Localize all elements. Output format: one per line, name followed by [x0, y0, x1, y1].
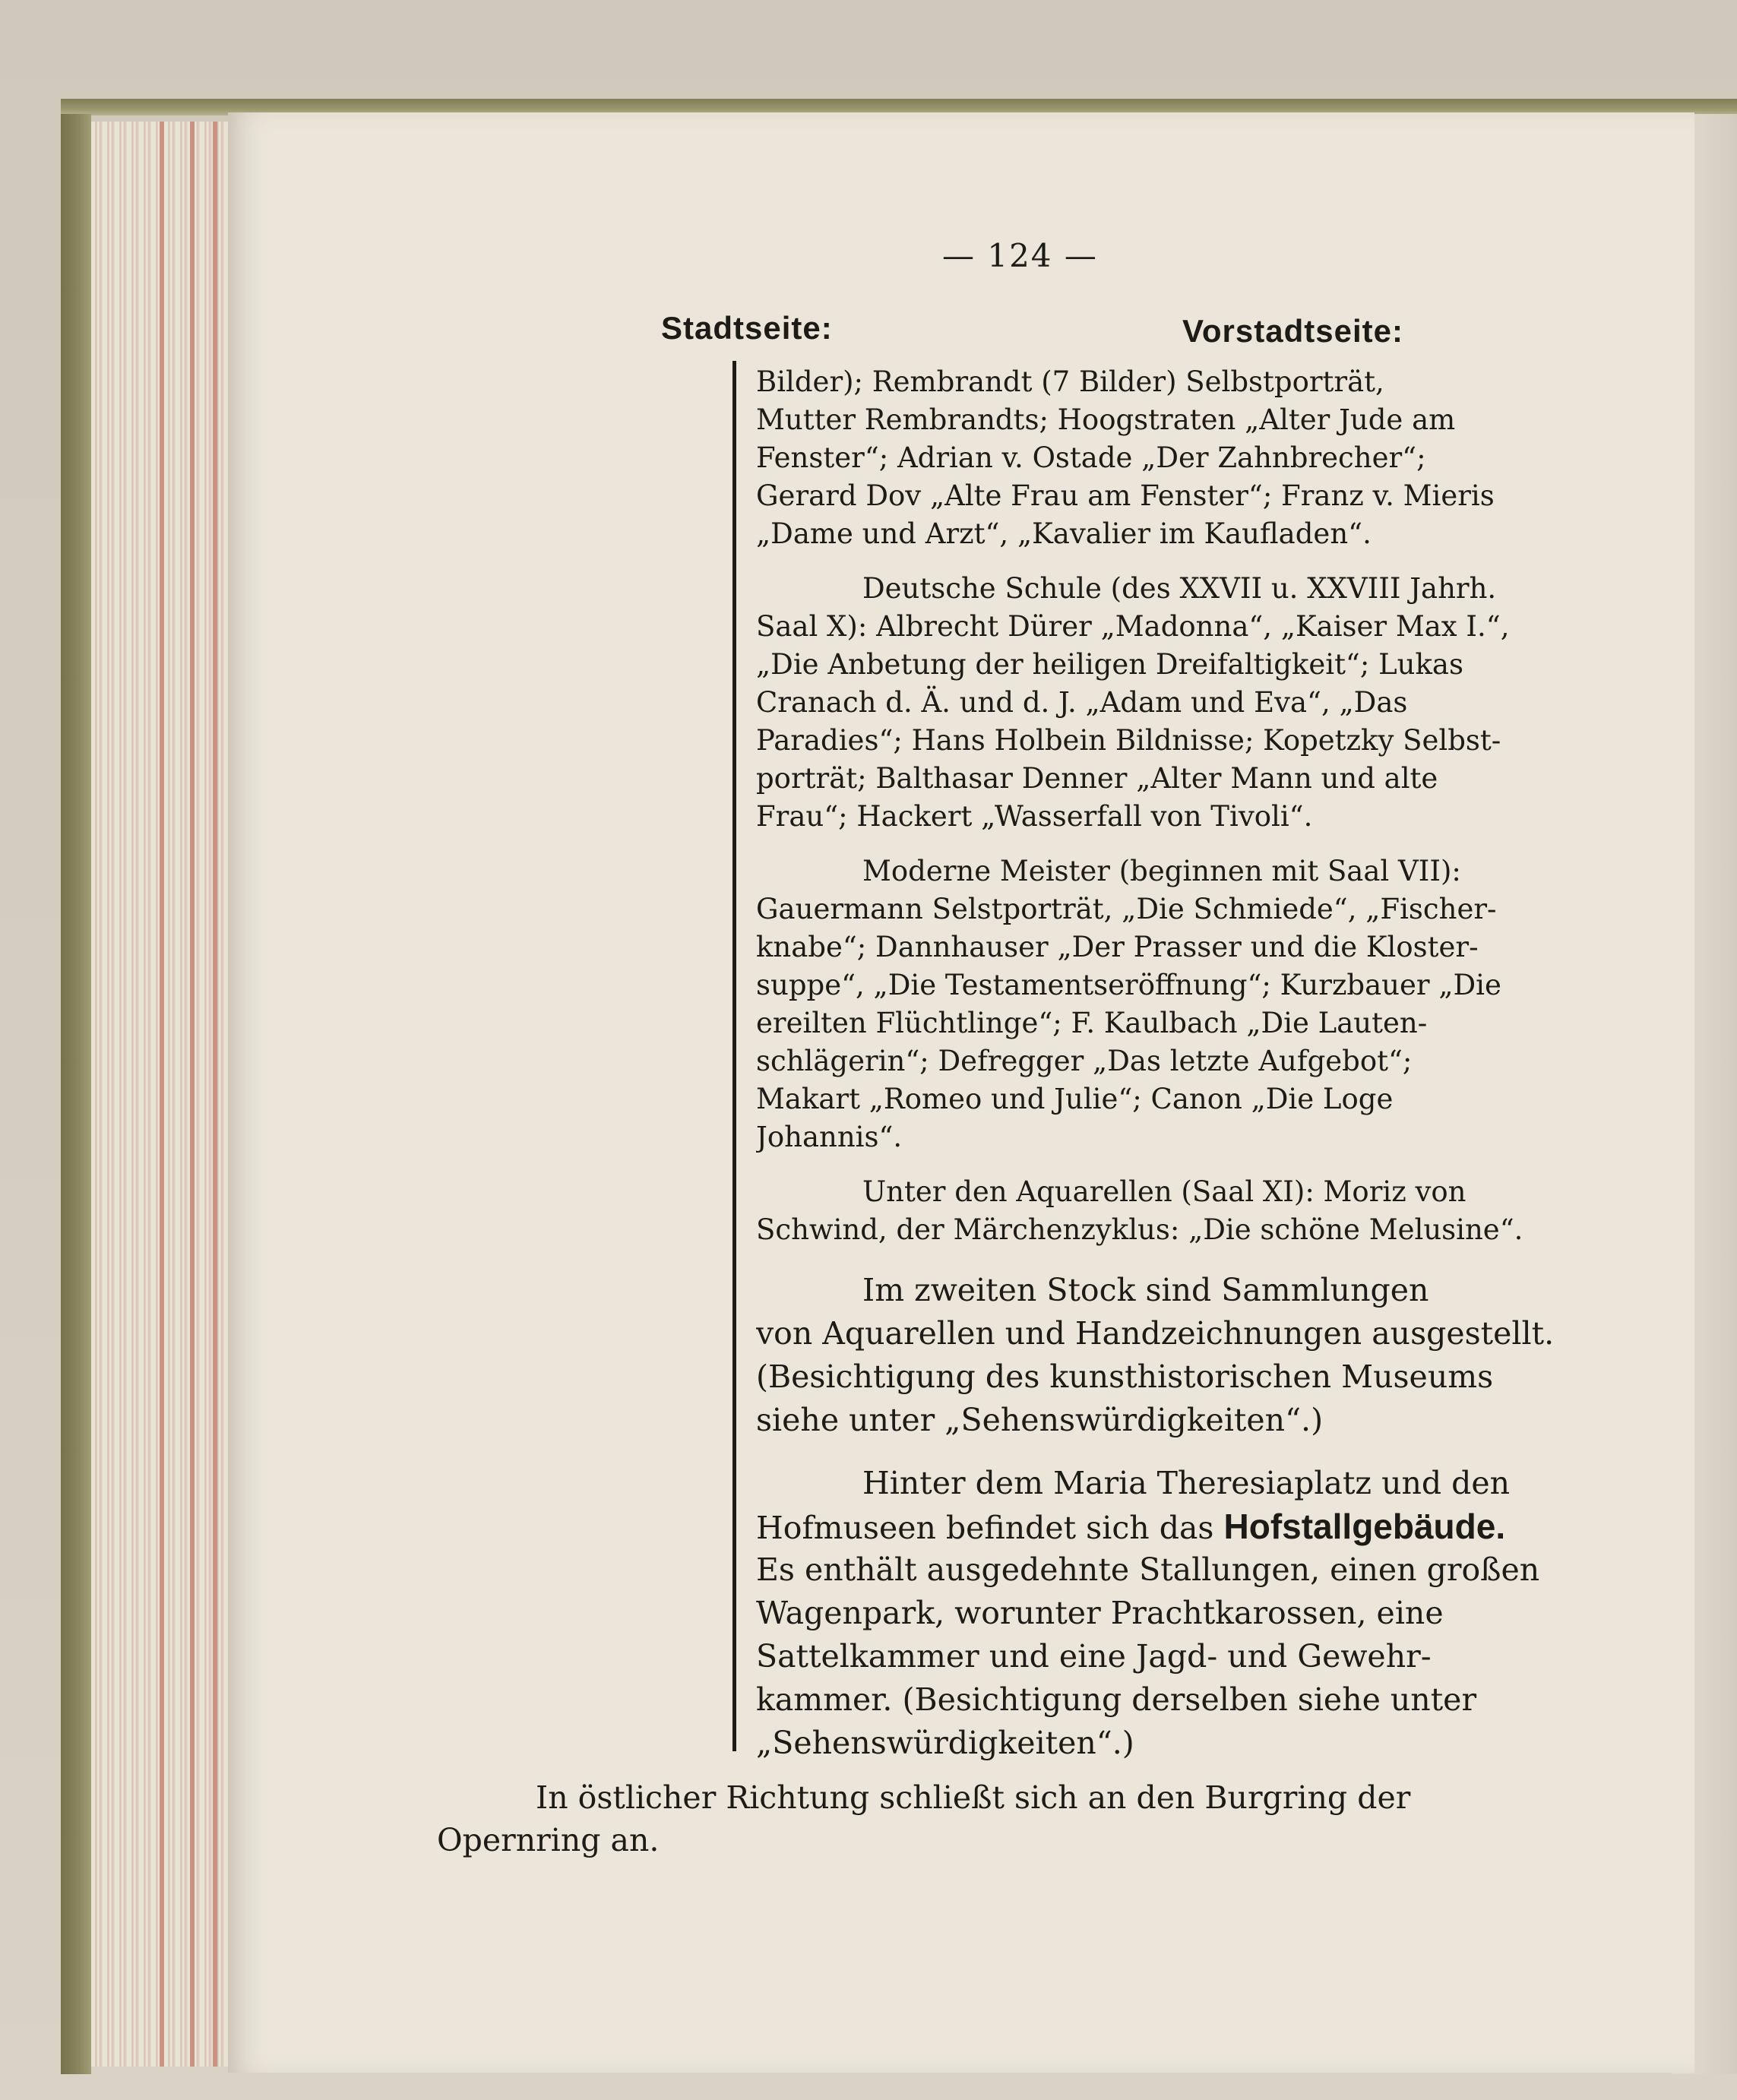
- bottom-paragraph: [437, 1776, 1607, 1861]
- text-line: Es enthält ausgedehnte Stallungen, einen großen: [756, 1551, 1540, 1588]
- paragraph-aquarelle: [756, 1173, 1611, 1249]
- header-stadtseite: Stadtseite:: [661, 310, 833, 346]
- text-line: Gauermann Selstporträt, „Die Schmiede“, „Fischer-: [756, 893, 1497, 925]
- text-line: Johannis“.: [756, 1121, 903, 1153]
- text-line: Paradies“; Hans Holbein Bildnisse; Kopetzky Selbst-: [756, 724, 1501, 757]
- text-line: Opernring an.: [437, 1822, 660, 1858]
- book-cover-spine: [61, 114, 91, 2074]
- text-span: Hofmuseen befindet sich das: [756, 1510, 1224, 1546]
- text-line: „Sehenswürdigkeiten“.): [756, 1725, 1134, 1761]
- text-line: Makart „Romeo und Julie“; Canon „Die Loge: [756, 1083, 1394, 1115]
- paragraph-moderne-meister: [756, 852, 1611, 1156]
- text-line: von Aquarellen und Handzeichnungen ausgestellt.: [756, 1315, 1555, 1352]
- text-line: schlägerin“; Defregger „Das letzte Aufgebot“;: [756, 1045, 1413, 1077]
- text-line: „Die Anbetung der heiligen Dreifaltigkeit“; Lukas: [756, 648, 1463, 681]
- page-number: — 124 —: [942, 237, 1098, 274]
- text-line: (Besichtigung des kunsthistorischen Museums: [756, 1358, 1494, 1395]
- text-line: Saal X): Albrecht Dürer „Madonna“, „Kaiser Max I.“,: [756, 610, 1510, 643]
- text-line: Im zweiten Stock sind Sammlungen: [862, 1272, 1429, 1308]
- right-column: [756, 363, 1611, 1765]
- text-line: Mutter Rembrandts; Hoogstraten „Alter Jude am: [756, 403, 1456, 436]
- text-line: suppe“, „Die Testamentseröffnung“; Kurzbauer „Die: [756, 969, 1501, 1001]
- text-line: In östlicher Richtung schließt sich an den Burgring der: [536, 1779, 1411, 1816]
- header-vorstadtseite: Vorstadtseite:: [1182, 313, 1403, 349]
- text-line: siehe unter „Sehenswürdigkeiten“.): [756, 1402, 1324, 1438]
- text-line: Frau“; Hackert „Wasserfall von Tivoli“.: [756, 800, 1313, 833]
- text-line: „Dame und Arzt“, „Kavalier im Kaufladen“.: [756, 517, 1372, 550]
- text-line: Bilder); Rembrandt (7 Bilder) Selbstporträt,: [756, 365, 1384, 398]
- text-line: Cranach d. Ä. und d. J. „Adam und Eva“, „Das: [756, 686, 1408, 719]
- text-line: Hinter dem Maria Theresiaplatz und den: [862, 1465, 1511, 1501]
- hofstallgebaeude-heading: Hofstallgebäude.: [1223, 1507, 1506, 1546]
- text-line: porträt; Balthasar Denner „Alter Mann und alte: [756, 762, 1438, 795]
- text-line: Wagenpark, worunter Prachtkarossen, eine: [756, 1595, 1444, 1631]
- text-line: Fenster“; Adrian v. Ostade „Der Zahnbrecher“;: [756, 441, 1426, 474]
- text-line: kammer. (Besichtigung derselben siehe unter: [756, 1681, 1477, 1718]
- paragraph-rembrandt: [756, 363, 1611, 553]
- text-line: Moderne Meister (beginnen mit Saal VII):: [862, 855, 1461, 887]
- text-line: Schwind, der Märchenzyklus: „Die schöne Melusine“.: [756, 1213, 1523, 1246]
- text-line: [756, 1505, 1611, 1548]
- text-line: ereilten Flüchtlinge“; F. Kaulbach „Die Lauten-: [756, 1007, 1428, 1039]
- text-line: Sattelkammer und eine Jagd- und Gewehr-: [756, 1638, 1432, 1675]
- text-line: knabe“; Dannhauser „Der Prasser und die Kloster-: [756, 931, 1479, 963]
- text-line: Gerard Dov „Alte Frau am Fenster“; Franz v. Mieris: [756, 479, 1495, 512]
- text-line: Deutsche Schule (des XXVII u. XXVIII Jahrh.: [862, 572, 1497, 605]
- text-line: Unter den Aquarellen (Saal XI): Moriz von: [862, 1175, 1466, 1208]
- column-rule: [732, 361, 736, 1751]
- paragraph-deutsche-schule: [756, 570, 1611, 836]
- paragraph-hofstallgebaeude: [756, 1462, 1611, 1765]
- page-edges: [91, 122, 243, 2067]
- paragraph-zweiter-stock: [756, 1269, 1611, 1442]
